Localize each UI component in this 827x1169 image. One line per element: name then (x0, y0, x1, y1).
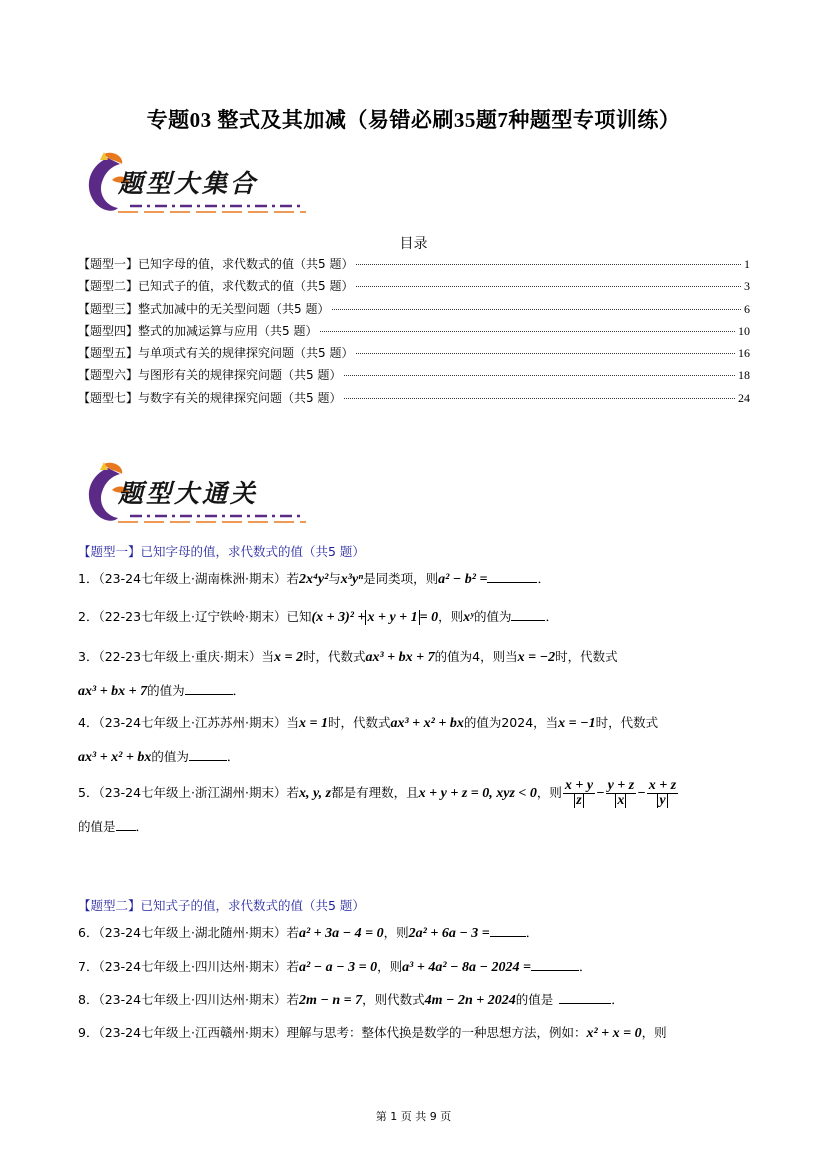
math-expression: xʸ (463, 610, 474, 625)
question-text: ． (232, 683, 246, 698)
fraction-numerator: x + z (648, 778, 677, 793)
question-text: 时，代数式 (327, 715, 391, 730)
math-expression: x³yⁿ (340, 572, 364, 587)
question-text: 时，代数式 (595, 715, 659, 730)
toc-page-number: 10 (738, 323, 750, 338)
section-heading: 【题型二】已知式子的值，求代数式的值（共5 题） (78, 898, 365, 913)
question-text: 都是有理数，且 (331, 785, 419, 800)
math-expression: x = 2 (273, 650, 303, 665)
answer-blank[interactable] (490, 924, 526, 937)
fraction-denominator: x (617, 793, 625, 808)
question-text: 的值是 (515, 992, 554, 1007)
toc-label: 【题型一】已知字母的值，求代数式的值（共5 题） (78, 257, 354, 271)
toc-page-number: 3 (744, 279, 750, 294)
toc-label: 【题型七】与数字有关的规律探究问题（共5 题） (78, 390, 342, 405)
toc-label: 【题型五】与单项式有关的规律探究问题（共5 题） (78, 346, 354, 361)
answer-blank[interactable] (189, 748, 227, 761)
toc-row[interactable] (78, 300, 750, 322)
question-text: 4．（23-24七年级上·江苏苏州·期末）当 (78, 715, 299, 730)
toc-label: 【题型六】与图形有关的规律探究问题（共5 题） (78, 368, 342, 383)
question-text: ． (578, 959, 592, 974)
math-expression: 2m − n = 7 (298, 993, 363, 1008)
toc-leader (320, 331, 735, 332)
fraction-denominator: z (576, 793, 582, 808)
toc-page-number: 6 (744, 301, 750, 316)
math-expression: a² − b² = (438, 572, 488, 587)
toc-leader (356, 353, 735, 354)
toc-page-number: 18 (738, 368, 750, 383)
question-5 (78, 776, 758, 843)
question-text: 时，代数式 (555, 649, 618, 664)
toc-row[interactable] (78, 322, 750, 344)
question-text: 5．（23-24七年级上·浙江湖州·期末）若 (78, 785, 299, 800)
math-expression: x² + x = 0 (586, 1026, 642, 1041)
question-text: ，则 (377, 959, 403, 974)
question-7 (78, 950, 758, 984)
math-expression: x = −2 (517, 650, 556, 665)
question-text: ． (226, 749, 240, 764)
question-text: 9．（23-24七年级上·江西赣州·期末）理解与思考：整体代换是数学的一种思想方法，例如： (78, 1025, 587, 1040)
question-text: 3．（22-23七年级上·重庆·期末）当 (78, 649, 274, 664)
toc-leader (344, 398, 735, 399)
question-text: 的值为 (151, 749, 189, 764)
banner-type-challenge (78, 460, 313, 530)
answer-blank[interactable] (185, 682, 233, 695)
math-expression: 2x⁴y² (298, 572, 329, 587)
fraction (647, 779, 678, 808)
toc-row[interactable] (78, 389, 750, 411)
math-expression: = 0 (419, 610, 439, 625)
question-3 (78, 640, 758, 708)
question-2 (78, 600, 758, 634)
toc-row[interactable] (78, 277, 750, 299)
toc-page-number: 24 (738, 390, 750, 405)
minus-sign: − (637, 786, 646, 801)
question-text: ，则 (438, 609, 464, 624)
math-expression: x, y, z (298, 786, 332, 801)
toc-row[interactable] (78, 344, 750, 366)
question-1 (78, 562, 758, 596)
math-expression: a² − a − 3 = 0 (298, 960, 378, 975)
minus-sign: − (596, 786, 605, 801)
table-of-contents (78, 255, 750, 411)
question-text: 与 (328, 571, 341, 586)
toc-leader (356, 286, 741, 287)
question-6 (78, 916, 758, 950)
question-9 (78, 1016, 758, 1050)
math-expression: x = 1 (298, 716, 328, 731)
question-text: ． (525, 925, 539, 940)
question-text: ． (545, 609, 558, 624)
toc-heading: 目录 (399, 236, 428, 252)
banner-title: 题型大集合 (118, 169, 259, 198)
fraction-numerator: x + y (564, 778, 594, 793)
toc-page-number: 16 (738, 346, 750, 361)
math-expression: 2a² + 6a − 3 = (408, 926, 490, 941)
question-text: 的值为 (147, 683, 185, 698)
question-text: 的值为 (473, 609, 512, 624)
question-8 (78, 983, 758, 1017)
question-text: 的值为2024，当 (463, 715, 559, 730)
fraction (606, 779, 637, 808)
question-text: 时，代数式 (302, 649, 366, 664)
toc-leader (332, 309, 741, 310)
question-text: 7．（23-24七年级上·四川达州·期末）若 (78, 959, 299, 974)
question-text: 的值是 (78, 819, 116, 834)
answer-blank[interactable] (116, 818, 136, 831)
answer-blank[interactable] (487, 570, 537, 583)
toc-leader (356, 264, 741, 265)
question-text: ． (537, 571, 550, 586)
math-expression: x = −1 (558, 716, 596, 731)
page-footer: 第 1 页 共 9 页 (375, 1110, 452, 1123)
answer-blank[interactable] (511, 608, 545, 621)
toc-page-number: 1 (744, 257, 750, 271)
math-expression: ax³ + x² + bx (78, 750, 152, 765)
math-expression: ax³ + bx + 7 (78, 684, 148, 699)
question-text: ，则代数式 (362, 992, 425, 1007)
question-text: ，则 (641, 1025, 667, 1040)
banner-type-collection (78, 150, 313, 220)
toc-row[interactable] (78, 255, 750, 277)
math-expression: a² + 3a − 4 = 0 (298, 926, 384, 941)
math-expression: a³ + 4a² − 8a − 2024 = (402, 960, 531, 975)
toc-row[interactable] (78, 366, 750, 388)
question-text: ，则 (383, 925, 409, 940)
math-expression: 4m − 2n + 2024 (424, 993, 516, 1008)
question-text: 6．（23-24七年级上·湖北随州·期末）若 (78, 925, 299, 940)
question-text: 的值为4，则当 (434, 649, 518, 664)
document-title: 专题03 整式及其加减（易错必刷35题7种题型专项训练） (146, 108, 681, 132)
question-text: 是同类项，则 (363, 571, 439, 586)
question-text: 1．（23-24七年级上·湖南株洲·期末）若 (78, 571, 299, 586)
toc-label: 【题型二】已知式子的值，求代数式的值（共5 题） (78, 279, 354, 294)
question-text: ． (135, 819, 149, 834)
toc-label: 【题型三】整式加减中的无关型问题（共5 题） (78, 301, 330, 316)
fraction (563, 779, 595, 808)
question-text: ． (611, 992, 624, 1007)
toc-leader (344, 375, 735, 376)
fraction-numerator: y + z (607, 778, 635, 793)
banner-title: 题型大通关 (118, 479, 259, 508)
answer-blank[interactable] (531, 958, 579, 971)
section-heading: 【题型一】已知字母的值，求代数式的值（共5 题） (78, 544, 365, 559)
math-expression: (x + 3)² + (311, 610, 366, 625)
fraction-denominator: y (659, 793, 666, 808)
answer-blank[interactable] (559, 991, 611, 1004)
math-expression: ax³ + x² + bx (390, 716, 464, 731)
question-text: ，则 (536, 785, 562, 800)
math-expression: x + y + 1 (367, 610, 418, 625)
math-expression: ax³ + bx + 7 (365, 650, 435, 665)
math-expression: x + y + z = 0, xyz < 0 (418, 786, 537, 801)
toc-label: 【题型四】整式的加减运算与应用（共5 题） (78, 323, 318, 338)
question-4 (78, 706, 758, 774)
question-text: 2．（22-23七年级上·辽宁铁岭·期末）已知 (78, 609, 312, 624)
question-text: 8．（23-24七年级上·四川达州·期末）若 (78, 992, 299, 1007)
